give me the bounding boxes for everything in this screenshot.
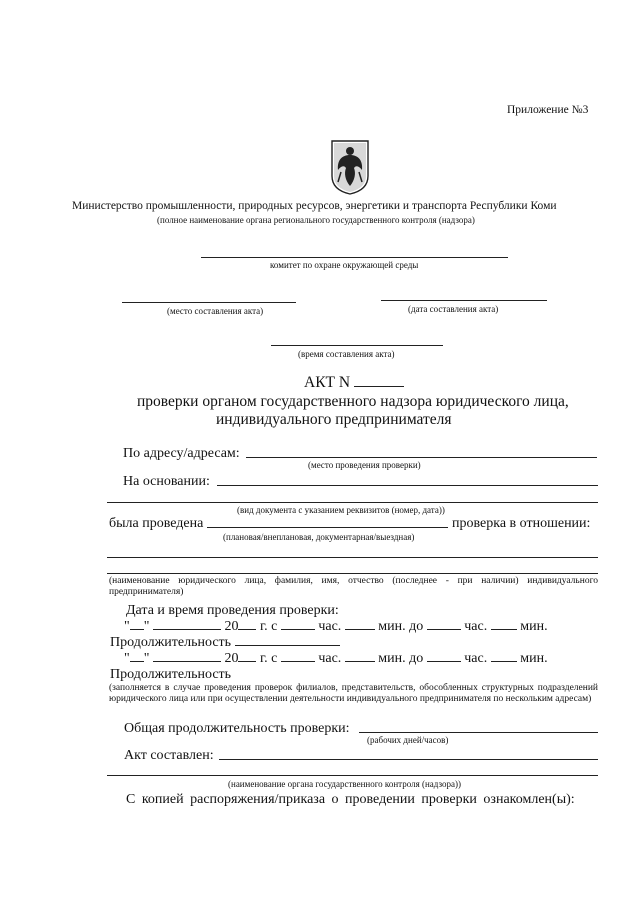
duration-label-1: Продолжительность	[110, 634, 340, 651]
inspection-label: проверка в отношении:	[452, 516, 591, 531]
coat-of-arms-icon	[329, 138, 371, 196]
datetime-row-2: " " 20 г. с час. мин. до час. мин.	[124, 651, 548, 666]
entity-caption: (наименование юридического лица, фамилия, имя, отчество (последнее - при наличии) индивидуального предпринимателя)	[109, 576, 598, 597]
month-field-2[interactable]	[153, 650, 221, 662]
address-caption: (место проведения проверки)	[308, 460, 421, 470]
place-caption: (место составления акта)	[167, 306, 264, 316]
duration-field-1[interactable]	[235, 634, 340, 646]
act-subtitle-line2: индивидуального предпринимателя	[216, 411, 452, 428]
datetime-row-1: " " 20 г. с час. мин. до час. мин.	[124, 619, 548, 634]
date-field[interactable]	[381, 300, 547, 301]
end-min-field-2[interactable]	[491, 650, 517, 662]
end-hour-field[interactable]	[427, 618, 461, 630]
datetime-label: Дата и время проведения проверки:	[126, 603, 339, 618]
time-field[interactable]	[271, 345, 443, 346]
conducted-label: была проведена	[109, 516, 204, 531]
branches-note: (заполняется в случае проведения проверок филиалов, представительств, обособленных структурных подразделений юридического лица или при осуществлении деятельности индивидуального предпринимателя по нескольким адресам)	[109, 683, 598, 704]
inspection-type-field[interactable]	[207, 527, 448, 528]
committee-name: комитет по охране окружающей среды	[270, 260, 419, 270]
total-duration-field[interactable]	[359, 732, 598, 733]
basis-label: На основании:	[123, 474, 210, 489]
day-field[interactable]	[130, 618, 144, 630]
total-duration-label: Общая продолжительность проверки:	[124, 721, 350, 736]
entity-field-line2[interactable]	[107, 573, 598, 574]
date-caption: (дата составления акта)	[408, 304, 499, 314]
place-field[interactable]	[122, 302, 296, 303]
end-min-field[interactable]	[491, 618, 517, 630]
address-field[interactable]	[246, 457, 597, 458]
compiled-caption: (наименование органа государственного контроля (надзора))	[228, 779, 461, 789]
end-hour-field-2[interactable]	[427, 650, 461, 662]
month-field[interactable]	[153, 618, 221, 630]
day-field-2[interactable]	[130, 650, 144, 662]
time-caption: (время составления акта)	[298, 349, 395, 359]
start-hour-field[interactable]	[281, 618, 315, 630]
compiled-label: Акт составлен:	[124, 748, 214, 763]
basis-field-line2[interactable]	[107, 502, 598, 503]
year-field-2[interactable]	[238, 650, 256, 662]
act-number-field[interactable]	[354, 375, 404, 387]
compiled-field[interactable]	[219, 759, 598, 760]
act-title: АКТ N	[304, 374, 404, 392]
inspection-type-caption: (плановая/внеплановая, документарная/выездная)	[223, 532, 415, 542]
appendix-number: Приложение №3	[507, 104, 589, 116]
ministry-name: Министерство промышленности, природных ресурсов, энергетики и транспорта Республики Коми	[72, 200, 557, 212]
ministry-caption: (полное наименование органа регионального государственного контроля (надзора)	[157, 215, 475, 225]
familiar-text: С копией распоряжения/приказа о проведении проверки ознакомлен(ы):	[126, 792, 575, 807]
basis-field[interactable]	[217, 485, 598, 486]
basis-caption: (вид документа с указанием реквизитов (номер, дата))	[237, 505, 445, 515]
start-min-field[interactable]	[345, 618, 375, 630]
address-label: По адресу/адресам:	[123, 446, 240, 461]
workdays-caption: (рабочих дней/часов)	[367, 735, 449, 745]
act-subtitle-line1: проверки органом государственного надзора юридического лица,	[137, 393, 569, 410]
duration-label-2: Продолжительность	[110, 667, 232, 682]
entity-field[interactable]	[107, 557, 598, 558]
start-min-field-2[interactable]	[345, 650, 375, 662]
compiled-field-line2[interactable]	[107, 775, 598, 776]
year-field[interactable]	[238, 618, 256, 630]
committee-underline	[201, 257, 508, 258]
start-hour-field-2[interactable]	[281, 650, 315, 662]
